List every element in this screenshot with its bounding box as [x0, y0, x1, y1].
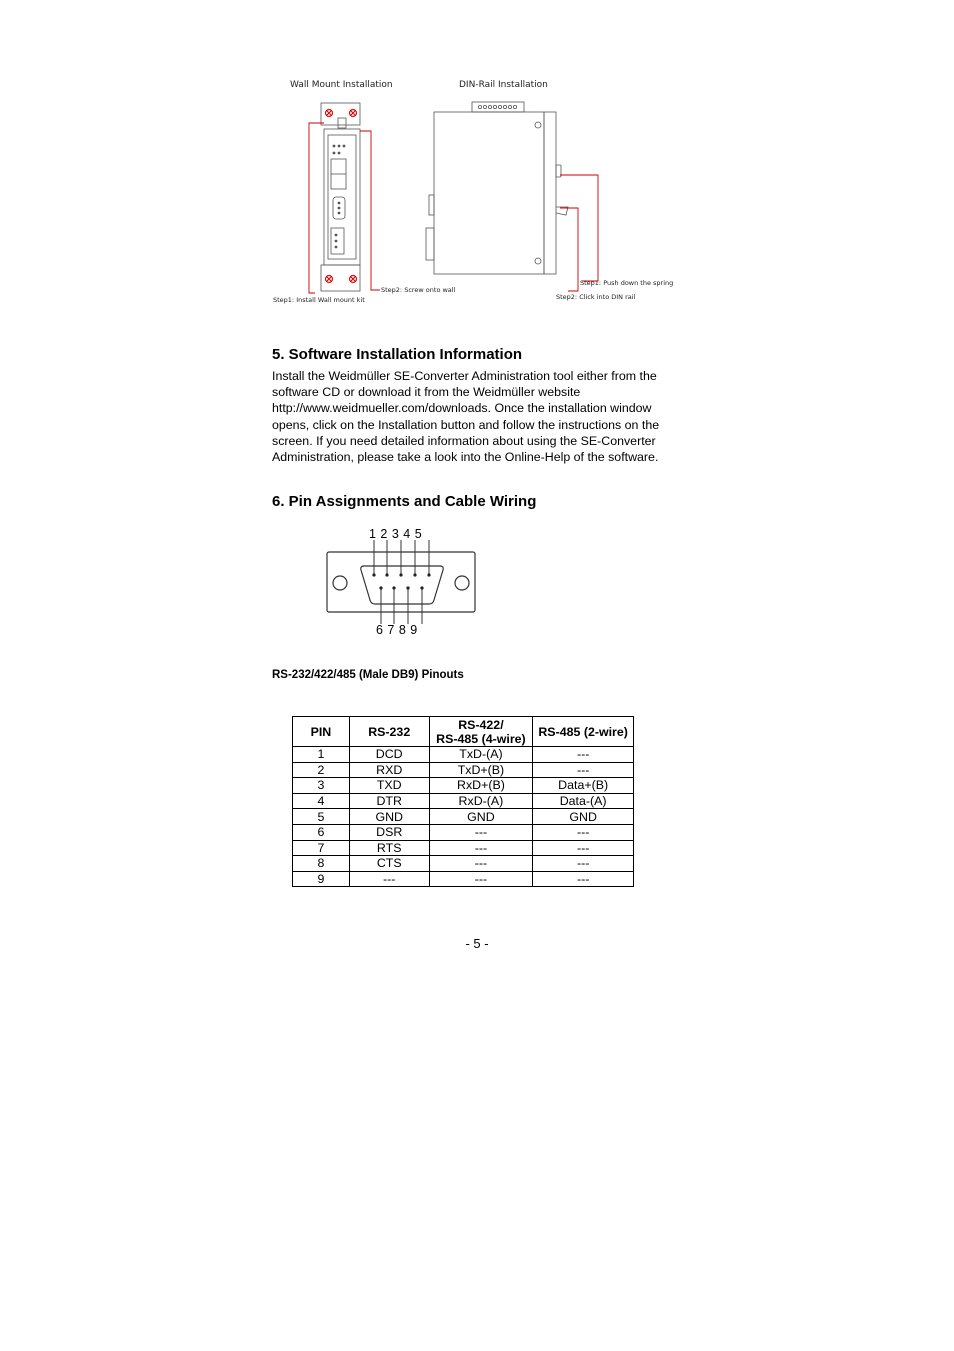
table-header-row [293, 717, 634, 747]
paragraph-line: http://www.weidmueller.com/downloads. Once the installation window [272, 401, 652, 416]
din-rail-title: DIN-Rail Installation [459, 80, 548, 90]
table-cell: 3 [293, 778, 350, 794]
header-rs422-rs485-4wire [429, 717, 533, 747]
table-cell: 2 [293, 762, 350, 778]
table-cell: 8 [293, 856, 350, 872]
table-cell: RxD-(A) [429, 793, 533, 809]
din-step1-caption: Step1: Push down the spring [580, 279, 674, 287]
table-cell: --- [349, 871, 429, 887]
paragraph-line: software CD or download it from the Weidmüller website [272, 385, 581, 400]
table-cell: TxD-(A) [429, 747, 533, 763]
table-cell: DCD [349, 747, 429, 763]
din-callout-lines [560, 175, 598, 291]
table-cell: --- [533, 824, 634, 840]
db9-connector-diagram [320, 540, 485, 628]
pinout-table [292, 716, 634, 887]
table-row [293, 762, 634, 778]
table-row [293, 809, 634, 825]
table-row [293, 747, 634, 763]
wall-step1-caption: Step1: Install Wall mount kit [273, 296, 365, 304]
table-cell: 5 [293, 809, 350, 825]
table-cell: --- [533, 762, 634, 778]
table-cell: GND [349, 809, 429, 825]
table-cell: 9 [293, 871, 350, 887]
din-step2-caption: Step2: Click into DIN rail [556, 293, 636, 301]
screw-icons [326, 110, 357, 283]
din-rail-device [426, 102, 568, 274]
table-cell: CTS [349, 856, 429, 872]
header-pin: PIN [293, 717, 350, 747]
table-cell: --- [429, 856, 533, 872]
db9-bottom-pin-numbers: 6 7 8 9 [376, 623, 418, 637]
table-cell: RXD [349, 762, 429, 778]
table-cell: 6 [293, 824, 350, 840]
table-row [293, 824, 634, 840]
section6-heading: 6. Pin Assignments and Cable Wiring [272, 493, 537, 510]
header-rs485-2wire: RS-485 (2-wire) [533, 717, 634, 747]
paragraph-line: Install the Weidmüller SE-Converter Administration tool either from the [272, 369, 657, 383]
header-rs232: RS-232 [349, 717, 429, 747]
installation-diagram [260, 95, 690, 310]
wall-mount-title: Wall Mount Installation [290, 80, 393, 90]
header-rs485-4wire-line: RS-485 (4-wire) [436, 731, 526, 746]
table-cell: --- [533, 840, 634, 856]
section5-paragraph [272, 368, 659, 465]
header-rs422-line: RS-422/ [458, 717, 504, 732]
table-row [293, 840, 634, 856]
pinout-table-caption: RS-232/422/485 (Male DB9) Pinouts [272, 669, 464, 681]
table-row [293, 778, 634, 794]
paragraph-line: screen. If you need detailed information about using the SE-Converter [272, 433, 656, 448]
table-cell: RxD+(B) [429, 778, 533, 794]
table-row [293, 793, 634, 809]
table-row [293, 856, 634, 872]
table-cell: 4 [293, 793, 350, 809]
table-cell: RTS [349, 840, 429, 856]
table-cell: GND [533, 809, 634, 825]
table-cell: --- [429, 824, 533, 840]
table-cell: 7 [293, 840, 350, 856]
table-cell: --- [429, 871, 533, 887]
table-cell: Data-(A) [533, 793, 634, 809]
table-cell: Data+(B) [533, 778, 634, 794]
wall-mount-device [321, 103, 360, 291]
table-cell: --- [533, 747, 634, 763]
paragraph-line: Administration, please take a look into the Online-Help of the software. [272, 450, 659, 465]
wall-step2-caption: Step2: Screw onto wall [381, 286, 456, 294]
table-cell: 1 [293, 747, 350, 763]
table-cell: --- [533, 856, 634, 872]
table-cell: TXD [349, 778, 429, 794]
table-row [293, 871, 634, 887]
table-cell: TxD+(B) [429, 762, 533, 778]
section5-heading: 5. Software Installation Information [272, 346, 523, 363]
table-cell: DTR [349, 793, 429, 809]
page-number: - 5 - [465, 936, 489, 951]
table-cell: GND [429, 809, 533, 825]
wall-callout-lines [309, 123, 380, 293]
table-cell: DSR [349, 824, 429, 840]
paragraph-line: opens, click on the Installation button and follow the instructions on the [272, 417, 660, 432]
table-cell: --- [429, 840, 533, 856]
db9-top-pin-numbers: 1 2 3 4 5 [369, 527, 423, 541]
table-cell: --- [533, 871, 634, 887]
